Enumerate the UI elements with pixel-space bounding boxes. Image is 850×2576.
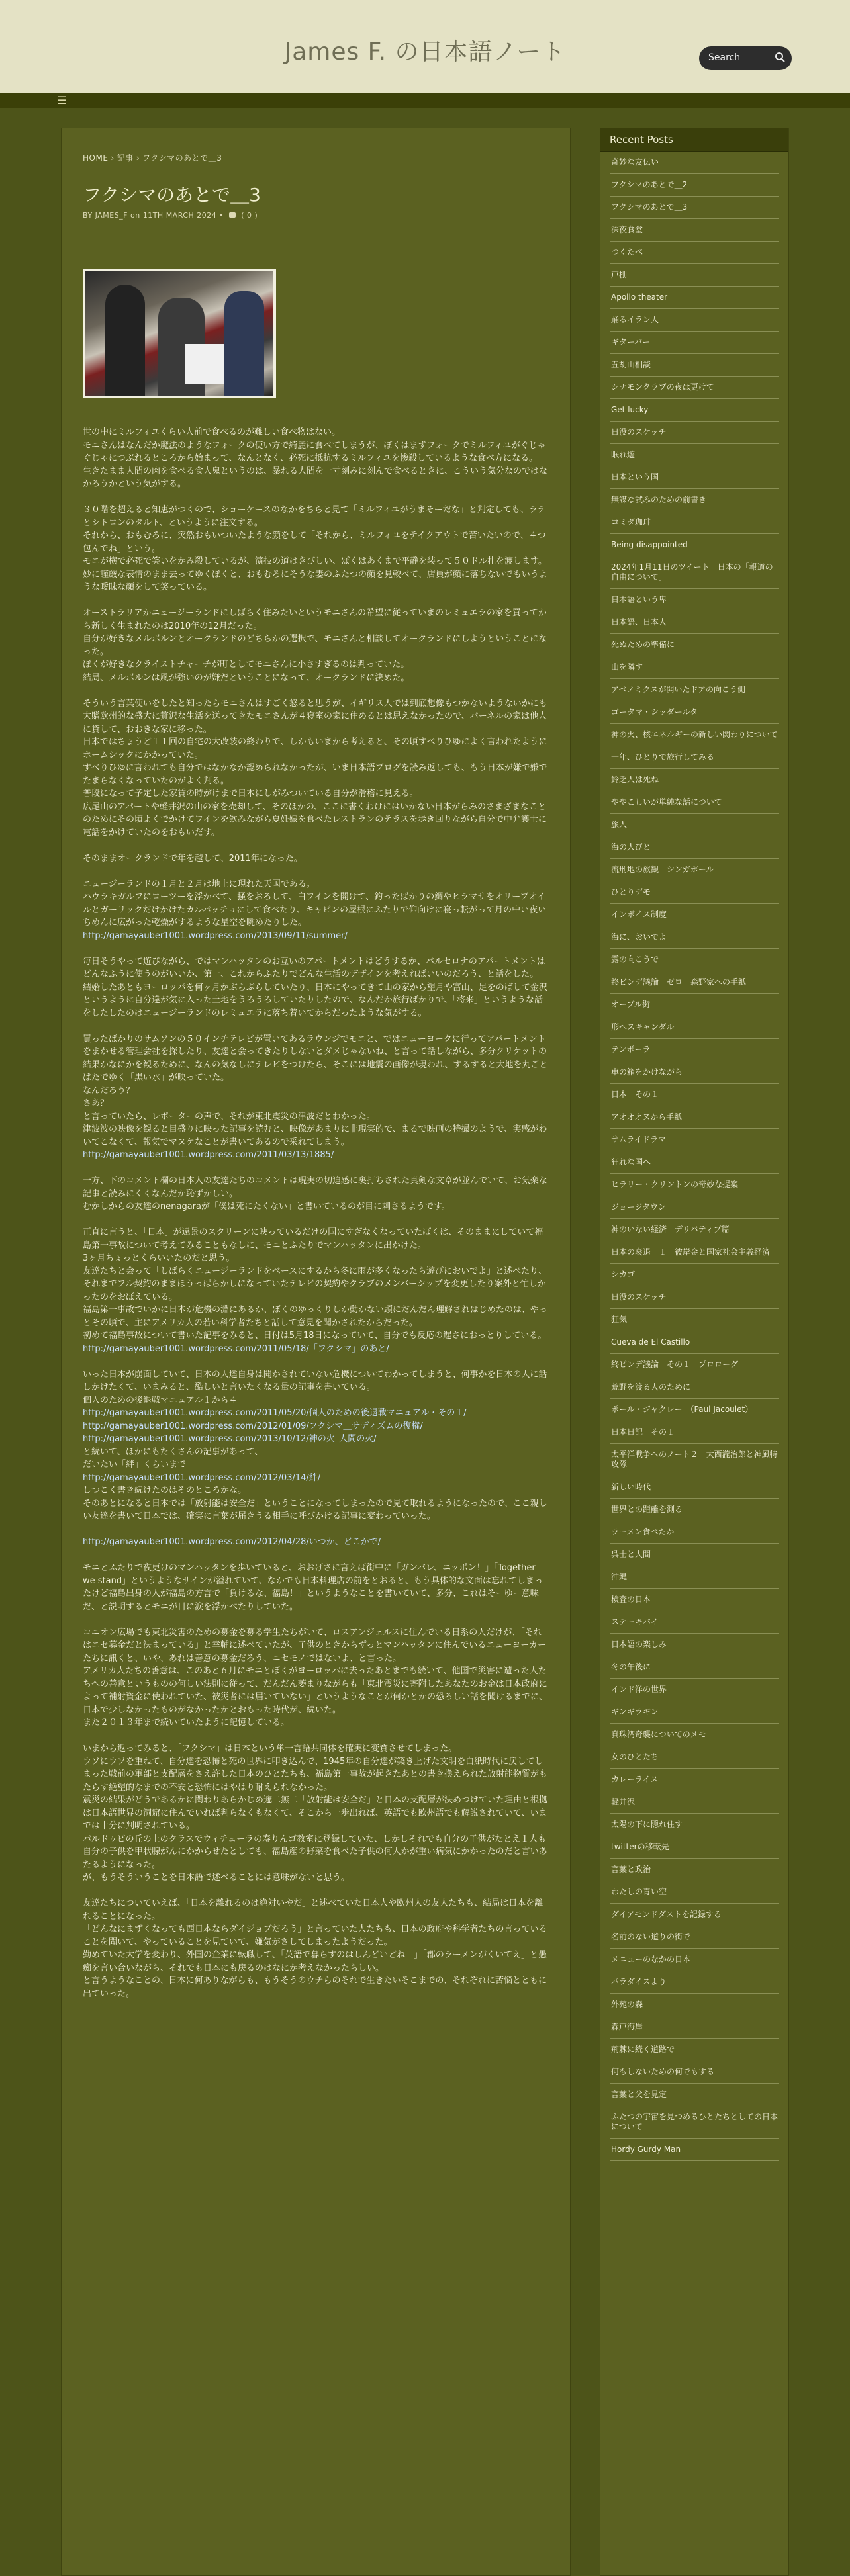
recent-post-link[interactable]: アオオオヌから手紙 [610,1106,779,1129]
recent-post-link[interactable]: 森戸海岸 [610,2016,779,2039]
post-byline: BY JAMES_F on 11TH MARCH 2024 • ( 0 ) [83,211,258,220]
breadcrumb-home[interactable]: HOME [83,154,109,163]
recent-post-link[interactable]: ギターバー [610,332,779,354]
recent-post-link[interactable]: Get lucky [610,399,779,422]
post-paragraph: 買ったばかりのサムソンの５０インチテレビが置いてあるラウンジでモニと、ではニューヨークに行ってアパートメントをまかせる管理会社を探したり、友達と会ってきたりしないとダメじゃないね、と言って話しながら、多分クリケットの結果かなにかを観るために、なんの気なしにテレビをつけたら、そこには地震の画像が現われ、するすると大地を丸ごとぱたでゆく「黒い水」が映っていた。 なんだろう？ さあ？ と言っていたら、レポーターの声で、それが東北震災の津波だとわかった。 津波波の映像を観ると目盛りに映った記事を読むと、映像があまりに非現実的で、まるで映画の特撮のようで、実感がわいてこなくて、報気でマヌケなことが書いてあるので采れてしまう。 http://gamayauber1001.wordpress.com/2011/03/13/1885/ [83,1034,548,1160]
recent-post-link[interactable]: 検査の日本 [610,1589,779,1611]
recent-post-link[interactable]: Apollo theater [610,287,779,309]
recent-posts-title: Recent Posts [600,128,788,152]
post-date: 11TH MARCH 2024 [142,211,217,220]
search-input[interactable] [699,46,792,70]
recent-post-link[interactable]: コミダ珈琲 [610,511,779,534]
post-paragraph: 友達たちについていえば、「日本を離れるのは絶対いやだ」と述べていた日本人や欧州人の友人たちも、結局は日本を離れることになった。 「どんなにまずくなっても西日本ならダイジョブだろう」と言っていた人たちも、日本の政府や科学者たちの言っていることを聞いて、やっていることを見ていて、嫌気がさしてしまったようだった。 勤めていた大学を変わり、外国の企業に転職して、「英語で暮らすのはしんどいどね―」「郡のラーメンがくいてえ」と愚痴を言い合いながら、それでも日本にも戻るのはなにか考えなかったらしい。 と言うようなことの、日本に何ありながらも、もうそうのウチらのそれで生きたいそこまでの、それぞれに苦悩とともに出ていった。 [83,1898,547,1999]
post-body [83,426,549,2000]
recent-post-link[interactable]: 一年、ひとりで旅行してみる [610,746,779,769]
recent-post-link[interactable]: 旅人 [610,814,779,836]
breadcrumb-category[interactable]: 記事 [117,154,134,163]
post-paragraph: 正直に言うと、「日本」が遠景のスクリーンに映っているだけの国にすぎなくなっていたぼくは、そのままにしていて福島第一事故について考えてみることもなしに、モニとふたりでマンハッタンに出かけた。 3ヶ月ちょっとくらいいたのだと思う。 友達たちと会って「しばらくニュージーランドをベースにするから冬に雨が多くなったら遊びにおいでよ」と述べたり、それまでフル契約のままほうっぱらかしになっていたテレビの契約やクラブのメンバーシップを変更したり案外と忙しかったのをおぼえている。 福島第一事故でいかに日本が危機の淵にあるか、ぼくのゆっくりしか動かない頭にだんだん理解されはじめたのは、やっとその頃で、主にアメリカ人の若い科学者たちと話して意見を聞かされたからだった。 初めて福島事故について書いた記事をみると、日付は5月18日になっていて、自分でも反応の遅さにおっとりしている。 http://gamayauber1001.wordpress.com/2011/05/18/「フクシマ」のあと/ [83,1227,547,1354]
recent-post-link[interactable]: 日没のスケッチ [610,1286,779,1309]
post-paragraph: 毎日そうやって遊びながら、ではマンハッタンのお互いのアパートメントはどうするか、バルセロナのアパートメントはどんなふうに使うのがいいか、第一、これからふたりでどんな生活のデザインを考えればいいのだろう、と話をした。 結婚したあともヨーロッパを何ヶ月かぶらぶらしていたり、日本にやってきて山の家から望月や富山、足をのばして金沢というように自分達が気に入った土地をうろうろしていたりしたので、なんだか旅行ばかりで、「将来」というような話をしたしたのはニュージーランドのレミュエラに落ち着いてからだったような気がする。 [83,956,547,1018]
recent-post-link[interactable]: ひとりデモ [610,881,779,904]
recent-post-link[interactable]: 露の向こうで [610,949,779,971]
recent-post-link[interactable]: 荒野を渡る人のために [610,1376,779,1399]
post-paragraph: そういう言葉使いをしたと知ったらモニさんはすごく怒ると思うが、イギリス人では到底想像もつかないようないかにも大贈欧州的な盛大に贅沢な生活を送ってきたモニさんが４寝室の家に住めるとは思えなかったので、パーネルの家は他人に貸して、おおきな家に移った。 日本ではちょうど１１回の自宅の大改装の終わりで、しかもいまから考えると、その頃すべりひゆによく言われたようにホームシックにかかっていた。 すべりひゆに言われても自分ではなかなか認められなかったが、いま日本語ブログを読み返しても、もう日本が嫌で嫌でたまらなくなっていたのがよく判る。 普段になって予定した家賃の時がけまで日本にしがみついている自分が滑稽に見える。 広尾山のアパートや軽井沢の山の家を売却して、そのほかの、ここに書くわけにはいかない日本がらみのさまざまなことのためにその頃よくでかけてワインを飲みながら夏妊娠を食べたレストランのテラスを歩き回りながら自分で中弁護士に電話をかけていたのをおもいだす。 [83,698,547,838]
recent-post-link[interactable]: 太平洋戦争へのノート２ 大西瀧治郎と神風特攻隊 [610,1444,779,1476]
recent-post-link[interactable]: ジョージタウン [610,1196,779,1219]
recent-post-link[interactable]: インボイス制度 [610,904,779,926]
recent-post-link[interactable]: 日没のスケッチ [610,422,779,444]
recent-post-link[interactable]: 車の箱をかけながら [610,1061,779,1084]
recent-post-link[interactable]: 2024年1月11日のツイート 日本の「報道の自由について」 [610,556,779,589]
post-paragraph: いった日本が崩面していて、日本の人達自身は聞かされていない危機についてわかってしまうと、何事かを日本の人に話しかけたくて、いまみると、酷しいと言いたくなる量の記事を書いている。 個人のための後退戦マニュアル１から４ http://gamayauber1001.wordpress.com/2011/05/20/個人のための後退戦マニュアル・その１/ http://gamayauber1001.wordpress.com/2012/01/09/フクシマ＿サディズムの復権/ http://gamayauber1001.wordpress.com/2013/10/12/神の火_人間の火/ と続いて、ほかにもたくさんの記事があって、 だいたい「絆」くらいまで http://gamayauber1001.wordpress.com/2012/03/14/絆/ しつこく書き続けたのはそのところかな。 そのあとになると日本では「放射能は安全だ」ということになってしまったので見て取れるようになったので、ここ親しい友達を書いて日本では、確実に言葉が届きうる相手に呼びかける記事に変わっていった。 [83,1369,547,1521]
post-link[interactable]: http://gamayauber1001.wordpress.com/2011/05/20/個人のための後退戦マニュアル・その１/ [83,1408,467,1418]
recent-post-link[interactable]: 神の火、核エネルギーの新しい関わりについて [610,724,779,746]
recent-post-link[interactable]: パラダイスより [610,1971,779,1994]
sidebar [600,128,789,2576]
recent-post-link[interactable]: 女のひとたち [610,1746,779,1769]
post-link[interactable]: http://gamayauber1001.wordpress.com/2012/01/09/フクシマ＿サディズムの復権/ [83,1421,423,1431]
recent-post-link[interactable]: 戸棚 [610,264,779,287]
comment-count[interactable]: ( 0 ) [241,211,258,220]
recent-post-link[interactable]: アベノミクスが開いたドアの向こう側 [610,679,779,701]
main-article [61,128,571,2576]
recent-post-link[interactable]: 荊棘に続く道路で [610,2039,779,2061]
site-header [0,0,850,93]
recent-post-link[interactable]: 外苑の森 [610,1994,779,2016]
recent-post-link[interactable]: Cueva de El Castillo [610,1331,779,1354]
recent-post-link[interactable]: ふたつの宇宙を見つめるひとたちとしての日本について [610,2106,779,2139]
recent-post-link[interactable]: 言葉と父を見定 [610,2084,779,2106]
post-paragraph [83,1536,549,1549]
recent-post-link[interactable]: フクシマのあとで＿3 [610,197,779,219]
recent-post-link[interactable]: 新しい時代 [610,1476,779,1499]
recent-post-link[interactable]: 何もしないための何でもする [610,2061,779,2084]
post-title: フクシマのあとで＿3 [83,184,261,206]
recent-post-link[interactable]: ダイアモンドダストを記録する [610,1904,779,1926]
recent-post-link[interactable]: ヒラリー・クリントンの奇妙な提案 [610,1174,779,1196]
recent-post-link[interactable]: オーブル街 [610,994,779,1016]
recent-post-link[interactable]: 終ビンデ議論 その１ プロローグ [610,1354,779,1376]
recent-post-link[interactable]: ギンギラギン [610,1701,779,1724]
recent-post-link[interactable]: 冬の午後に [610,1656,779,1679]
recent-post-link[interactable]: 五胡山相談 [610,354,779,377]
photo-figure [224,291,264,397]
recent-post-link[interactable]: 日本日記 その１ [610,1421,779,1444]
recent-post-link[interactable]: 日本の衰退 １ 彼岸金と国家社会主義経済 [610,1241,779,1264]
post-link[interactable]: http://gamayauber1001.wordpress.com/2012/04/28/いつか、どこかで/ [83,1537,381,1547]
recent-post-link[interactable]: 真珠湾奇襲についてのメモ [610,1724,779,1746]
recent-post-link[interactable]: 踊るイラン人 [610,309,779,332]
recent-post-link[interactable]: 終ビンデ議論 ゼロ 森野家への手紙 [610,971,779,994]
recent-post-link[interactable]: 山を隣す [610,656,779,679]
recent-post-link[interactable]: 沖縄 [610,1566,779,1589]
recent-post-link[interactable]: 海に、おいでよ [610,926,779,949]
recent-post-link[interactable]: 奇妙な友伝い [610,152,779,174]
recent-post-link[interactable]: 世界との距離を測る [610,1499,779,1521]
breadcrumb-separator: › [111,154,115,163]
search-placeholder: Search [708,52,741,63]
recent-post-link[interactable]: ステーキバイ [610,1611,779,1634]
breadcrumb-separator: › [136,154,140,163]
recent-post-link[interactable]: 狂れな国へ [610,1151,779,1174]
recent-post-link[interactable]: フクシマのあとで＿2 [610,174,779,197]
recent-post-link[interactable]: 死ぬための準備に [610,634,779,656]
recent-post-link[interactable]: 軽井沢 [610,1791,779,1814]
recent-post-link[interactable]: 日本語、日本人 [610,611,779,634]
post-link[interactable]: http://gamayauber1001.wordpress.com/2013/10/12/神の火_人間の火/ [83,1434,377,1444]
post-paragraph: モニとふたりで夜更けのマンハッタンを歩いていると、おおげさに言えば街中に「ガンバレ、ニッポン！」「Together we stand」というようなサインが溢れていて、なかでも日本料理店の前をとおると、もう具体的な文面は忘れてしまったけど福島出身の人が福島の方言で「負けるな、福島！」というようなことを書いていて、多分、これはそーゆー意味だ、と説明するとモニが目に涙を浮かべたりしていた。 [83,1563,543,1612]
breadcrumb [83,152,549,163]
recent-post-link[interactable]: 流刑地の旅観 シンガポール [610,859,779,881]
recent-post-link[interactable]: 海の人びと [610,836,779,859]
recent-post-link[interactable]: 神のいない経済＿デリバティブ篇 [610,1219,779,1241]
recent-post-link[interactable]: シナモンクラブの夜は更けて [610,377,779,399]
photo-figure [105,285,145,397]
byline-prefix: BY [83,211,93,220]
recent-post-link[interactable]: ポール・ジャクレー （Paul Jacoulet） [610,1399,779,1421]
recent-post-link[interactable]: インド洋の世界 [610,1679,779,1701]
post-paragraph: 一方、下のコメント欄の日本人の友達たちのコメントは現実の切迫感に裏打ちされた真剣な文章が並んでいて、お気楽な記事と読みにくくなんだか恥ずかしい。 むかしからの友達のnenagaraが「僕は死にたくない」と書いているのが目に刺さるようです。 [83,1176,547,1212]
post-author[interactable]: JAMES_F [95,211,128,220]
recent-post-link[interactable]: サムライドラマ [610,1129,779,1151]
recent-post-link[interactable]: 日本という国 [610,466,779,489]
recent-post-link[interactable]: ややこしいが単純な話について [610,791,779,814]
recent-post-link[interactable]: twitterの移転先 [610,1836,779,1859]
recent-post-link[interactable]: 深夜食堂 [610,219,779,242]
recent-post-link[interactable]: 言葉と政治 [610,1859,779,1881]
post-link[interactable]: http://gamayauber1001.wordpress.com/2011/05/18/「フクシマ」のあと/ [83,1343,389,1354]
menu-icon[interactable]: ☰ [57,94,67,107]
recent-post-link[interactable]: 日本 その１ [610,1084,779,1106]
byline-on: on [130,211,140,220]
navbar [0,93,850,108]
site-title[interactable]: James F. の日本語ノート [284,38,566,66]
recent-post-link[interactable]: ゴータマ・シッダールタ [610,701,779,724]
post-paragraph: ニュージーランドの１月と２月は地上に現れた天国である。 ハウラキガルフにローツーを浮かべて、掻をおろして、白ワインを開けて、釣ったばかりの鯛やヒラマサをオリーブオイルとガーリックだけかけたカルパッチョにして食べたり、キャビンの屋根にふたりで仰向けに寝っ転がって月の中い夜いちめんに広がった乾燥がするような星空を眺めたりした。 http://gamayauber1001.wordpress.com/2013/09/11/summer/ [83,879,547,941]
recent-posts-list [600,152,788,2161]
recent-post-link[interactable]: テンボーラ [610,1039,779,1061]
post-link[interactable]: http://gamayauber1001.wordpress.com/2011/03/13/1885/ [83,1150,334,1160]
recent-post-link[interactable]: 太陽の下に隠れ住す [610,1814,779,1836]
recent-post-link[interactable]: 狂気 [610,1309,779,1331]
post-paragraph: コニオン広場でも東北災害のための募金を募る学生たちがいて、ロスアンジェルスに住んでいる日系の人だけが、「それはニセ募金だと決まっている」と幸輔に述べていたが、子供のときからずっとマンハッタンに住んでいるニューヨーカーたちに訊くと、いや、あれは善意の募金だろう、ニセモノではないよ、と言った。 アメリカ人たちの善意は、このあと６月にモニとぼくがヨーロッパに去ったあとまでも続いて、他国で災害に遭った人たちへの善意というものの何しい法則に従って、だんだん萎まりながらも「東北震災に寄附したあなたのお金は日本政府によって補射資金に使われていた、被災者には届いていない」というようなことが何かとかの恐ろしい話を聞けるまでに、日本で少しなかったものがなかったかとおもった時代が、続いた。 また２０１３年まで続いていたように記憶している。 [83,1627,548,1728]
recent-post-link[interactable]: シカゴ [610,1264,779,1286]
post-link[interactable]: http://gamayauber1001.wordpress.com/2012/03/14/絆/ [83,1472,321,1483]
recent-post-link[interactable]: 呉士と人間 [610,1544,779,1566]
post-link[interactable]: http://gamayauber1001.wordpress.com/2013/09/11/summer/ [83,930,348,941]
recent-post-link[interactable]: ラーメン食べたか [610,1521,779,1544]
recent-post-link[interactable]: 日本語の楽しみ [610,1634,779,1656]
recent-post-link[interactable]: 鈴乏人は死ね [610,769,779,791]
post-paragraph: 世の中にミルフィユくらい人前で食べるのが難しい食べ物はない。 モニさんはなんだか魔法のようなフォークの使い方で綺麗に食べてしまうが、ぼくはまずフォークでミルフィユがぐじゃぐじゃにつぶれるところから始まって、なんとなく、必死に抵抗するミルフィユを惨殺しているような食べ方になる。 生きたまま人間の肉を食べる食人鬼というのは、暴れる人間を一寸刻みに刻んで食べるときに、こういう気分なのではなかろうかという気がする。 [83,427,548,489]
comment-icon [229,212,236,218]
post-paragraph: オーストラリアかニュージーランドにしばらく住みたいというモニさんの希望に従っていまのレミュエラの家を買ってから新しく生まれたのは2010年の12月だった。 自分が好きなメルボルンとオークランドのどちらかの選択で、モニさんと相談してオークランドにしようということになった。 ぼくが好きなクライストチャーチが町としてモニさんに小さすぎるのは判っていた。 結局、メルボルンは風が強いのが嫌だということになって、オークランドに決めた。 [83,608,547,683]
recent-post-link[interactable]: 形へスキャンダル [610,1016,779,1039]
post-photo [83,269,276,398]
recent-post-link[interactable]: わたしの青い空 [610,1881,779,1904]
recent-post-link[interactable]: カレーライス [610,1769,779,1791]
post-paragraph: ３０階を超えると知恵がつくので、ショーケースのなかをちらと見て「ミルフィユがうまそーだな」と判定しても、ラテとシトロンのタルト、というように注文する。 それから、おもむろに、突然おもいついたような顔をして「それから、ミルフィユをテイクアウトで苦いたいので、４つ包んでね」という。 モニが横で必死で笑いをかみ殺しているが、演技の道はきびしい、ぼくはあくまで平静を装って５０ドル札を渡します。 妙に謹厳な表情のまま去ってゆくぼくと、おもむろにそうな妻のふたつの顔を見較べて、店員が顔に落ちないでもいうような曖昧な顔をして笑っている。 [83,505,547,592]
post-paragraph: そのままオークランドで年を越して、2011年になった。 [83,853,303,864]
recent-post-link[interactable]: 無謀な試みのための前書き [610,489,779,511]
recent-post-link[interactable]: Being disappointed [610,534,779,556]
recent-post-link[interactable]: 眠れ遊 [610,444,779,466]
recent-post-link[interactable]: つくたべ [610,242,779,264]
breadcrumb-current: フクシマのあとで＿3 [142,154,222,163]
recent-post-link[interactable]: メニューのなかの日本 [610,1949,779,1971]
recent-post-link[interactable]: 日本語という卑 [610,589,779,611]
search-icon[interactable] [775,52,785,62]
recent-post-link[interactable]: 名前のない道りの街で [610,1926,779,1949]
post-paragraph: いまから返ってみると、「フクシマ」は日本という単一言語共同体を確実に変質させてしまった。 ウソにウソを重ねて、自分達を恐怖と死の世界に叩き込んで、1945年の自分達が築き上げた文明を白紙時代に戻してしまった戦前の軍部と支配層をさえ許した日本のひとたちも、福島第一事故が起きたあとの書き換えられた放射能物質がもたらす絶望的なまでの不安と恐怖にはやはり耐えられなかった。 震災の結果がどうであるかに関わりあらかじめ遮二無二「放射能は安全だ」と日本の支配層が決めつけていた理由と根拠は日本語世界の洞窟に住んでいれば判らなくもなくて、そこから一歩出れば、英語でも欧州語でも解説されていて、いまでは十分に判明されている。 パルドゥビの丘の上のクラスでウィチェーラの寿りんゴ教室に登録していた、しかしそれでも自分の子供がたとえ１人も自分の子供を甲状腺がんにかからせたとしても、福島産の野菜を食べた子供の何人かが重い病気にかかったのだと言いあたるようになった。 が、もうそういうことを日本語で述べることには意味がないと思う。 [83,1744,548,1883]
recent-post-link[interactable]: Hordy Gurdy Man [610,2139,779,2161]
